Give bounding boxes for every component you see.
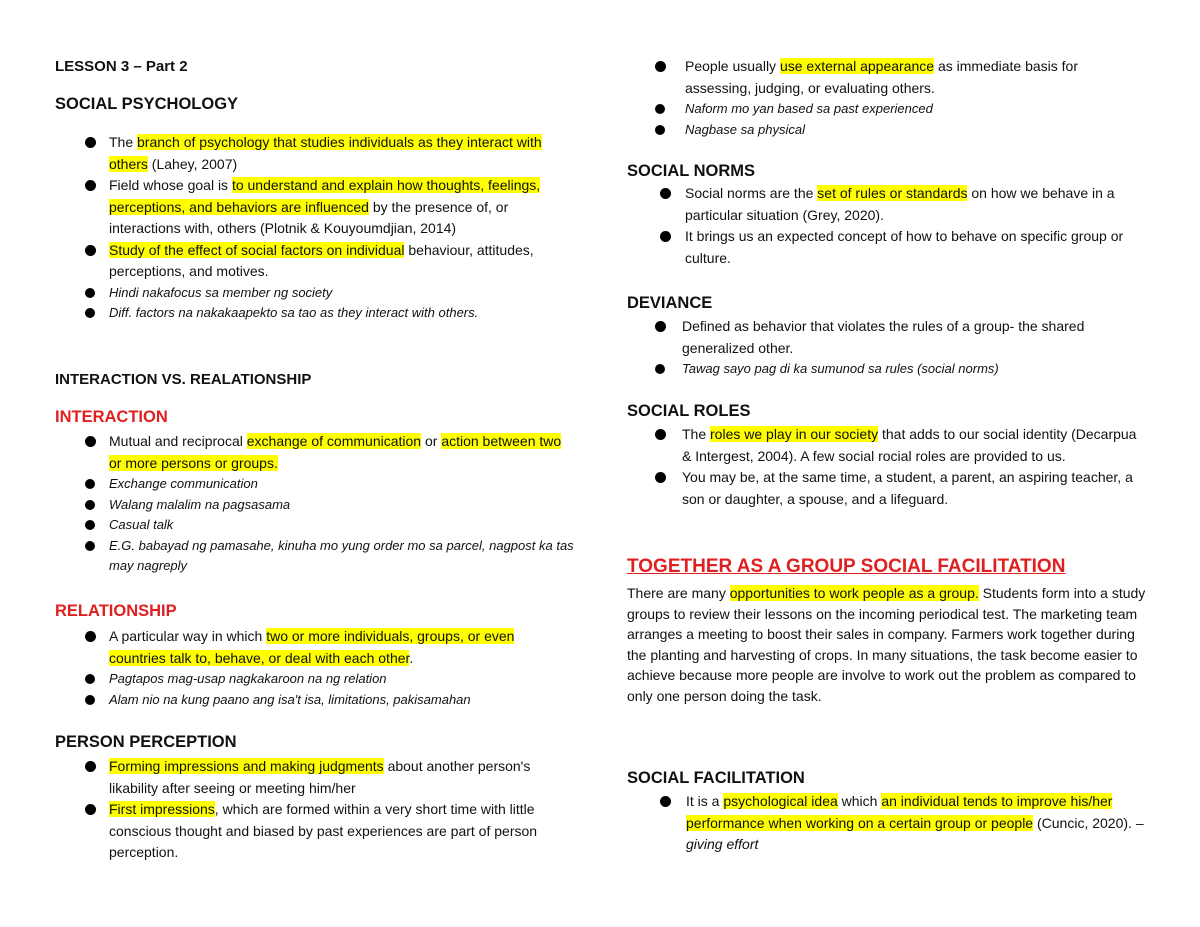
- together-paragraph: There are many opportunities to work people as a group. Students form into a study groups to review their lessons on the incoming periodical test. The marketing team arranges a meeting to boost their sales in company. Farmers work together during the planting and harvesting of crops. In many situations, the task become easier to achieve because more people are involve to work out the problem as compared to only one person doing the task.: [627, 585, 1146, 704]
- bullet-icon: [85, 804, 96, 815]
- person-perception-heading: PERSON PERCEPTION: [55, 733, 237, 751]
- social-norms-heading: SOCIAL NORMS: [627, 162, 756, 180]
- interaction-list: [55, 431, 575, 577]
- social-roles-heading: SOCIAL ROLES: [627, 402, 751, 420]
- social-facilitation-list: [627, 791, 1147, 856]
- bullet-icon: [85, 436, 96, 447]
- social-roles-list: [627, 424, 1137, 510]
- bullet-icon: [660, 188, 671, 199]
- bullet-icon: [85, 500, 95, 510]
- bullet-icon: [85, 674, 95, 684]
- bullet-icon: [85, 541, 95, 551]
- bullet-icon: [655, 364, 665, 374]
- list-item: Field whose goal is to understand and explain how thoughts, feelings, perceptions, and behaviors are influenced by the presence of, or interactions with, others (Plotnik & Kouyoumdjian, 2014): [55, 175, 575, 240]
- bullet-icon: [85, 695, 95, 705]
- list-item: Social norms are the set of rules or standards on how we behave in a particular situation (Grey, 2020).: [627, 183, 1147, 226]
- list-item: Tawag sayo pag di ka sumunod sa rules (social norms): [627, 359, 1147, 380]
- list-item: A particular way in which two or more individuals, groups, or even countries talk to, behave, or deal with each other.: [55, 626, 575, 669]
- person-perception-list: [55, 756, 575, 864]
- list-item: The branch of psychology that studies individuals as they interact with others (Lahey, 2007): [55, 132, 575, 175]
- bullet-icon: [85, 308, 95, 318]
- social-psychology-list: [55, 132, 575, 324]
- social-norms-list: [627, 183, 1147, 269]
- bullet-icon: [85, 520, 95, 530]
- list-item: Exchange communication: [55, 474, 575, 495]
- bullet-icon: [85, 245, 96, 256]
- list-item: E.G. babayad ng pamasahe, kinuha mo yung order mo sa parcel, nagpost ka tas may nagreply: [55, 536, 575, 577]
- list-item: People usually use external appearance as immediate basis for assessing, judging, or evaluating others.: [627, 56, 1147, 99]
- list-item: Naform mo yan based sa past experienced: [627, 99, 1147, 120]
- list-item: Forming impressions and making judgments about another person's likability after seeing or meeting him/her: [55, 756, 575, 799]
- list-item: It is a psychological idea which an individual tends to improve his/her performance when working on a certain group or people (Cuncic, 2020). – giving effort: [627, 791, 1147, 856]
- relationship-heading: RELATIONSHIP: [55, 602, 177, 620]
- bullet-icon: [655, 321, 666, 332]
- lesson-title: LESSON 3 – Part 2: [55, 58, 188, 75]
- list-item: Diff. factors na nakakaapekto sa tao as they interact with others.: [55, 303, 575, 324]
- list-item: Mutual and reciprocal exchange of communication or action between two or more persons or groups.: [55, 431, 575, 474]
- bullet-icon: [85, 761, 96, 772]
- relationship-list: [55, 626, 575, 710]
- interaction-vs-relationship-heading: INTERACTION VS. REALATIONSHIP: [55, 371, 312, 388]
- deviance-list: [627, 316, 1147, 380]
- together-heading: TOGETHER AS A GROUP SOCIAL FACILITATION: [627, 556, 1066, 577]
- bullet-icon: [85, 137, 96, 148]
- deviance-heading: DEVIANCE: [627, 294, 713, 312]
- list-item: Defined as behavior that violates the rules of a group- the shared generalized other.: [627, 316, 1147, 359]
- list-item: Hindi nakafocus sa member ng society: [55, 283, 575, 304]
- bullet-icon: [85, 631, 96, 642]
- bullet-icon: [85, 180, 96, 191]
- interaction-heading: INTERACTION: [55, 408, 168, 426]
- bullet-icon: [655, 125, 665, 135]
- list-item: Casual talk: [55, 515, 575, 536]
- list-item: First impressions, which are formed within a very short time with little conscious thought and biased by past experiences are part of person perception.: [55, 799, 575, 864]
- bullet-icon: [85, 288, 95, 298]
- list-item: The roles we play in our society that adds to our social identity (Decarpua & Intergest, 2004). A few social rocial roles are provided to us.: [627, 424, 1137, 467]
- list-item: It brings us an expected concept of how to behave on specific group or culture.: [627, 226, 1147, 269]
- list-item: You may be, at the same time, a student, a parent, an aspiring teacher, a son or daughter, a spouse, and a lifeguard.: [627, 467, 1137, 510]
- social-facilitation-heading: SOCIAL FACILITATION: [627, 769, 805, 787]
- social-psychology-heading: SOCIAL PSYCHOLOGY: [55, 95, 239, 113]
- list-item: Pagtapos mag-usap nagkakaroon na ng relation: [55, 669, 575, 690]
- appearance-list: [627, 56, 1147, 140]
- list-item: Walang malalim na pagsasama: [55, 495, 575, 516]
- bullet-icon: [655, 61, 666, 72]
- list-item: Alam nio na kung paano ang isa't isa, limitations, pakisamahan: [55, 690, 575, 711]
- bullet-icon: [660, 231, 671, 242]
- list-item: Study of the effect of social factors on individual behaviour, attitudes, perceptions, and motives.: [55, 240, 575, 283]
- bullet-icon: [660, 796, 671, 807]
- bullet-icon: [655, 104, 665, 114]
- list-item: Nagbase sa physical: [627, 120, 1147, 141]
- bullet-icon: [655, 429, 666, 440]
- bullet-icon: [655, 472, 666, 483]
- bullet-icon: [85, 479, 95, 489]
